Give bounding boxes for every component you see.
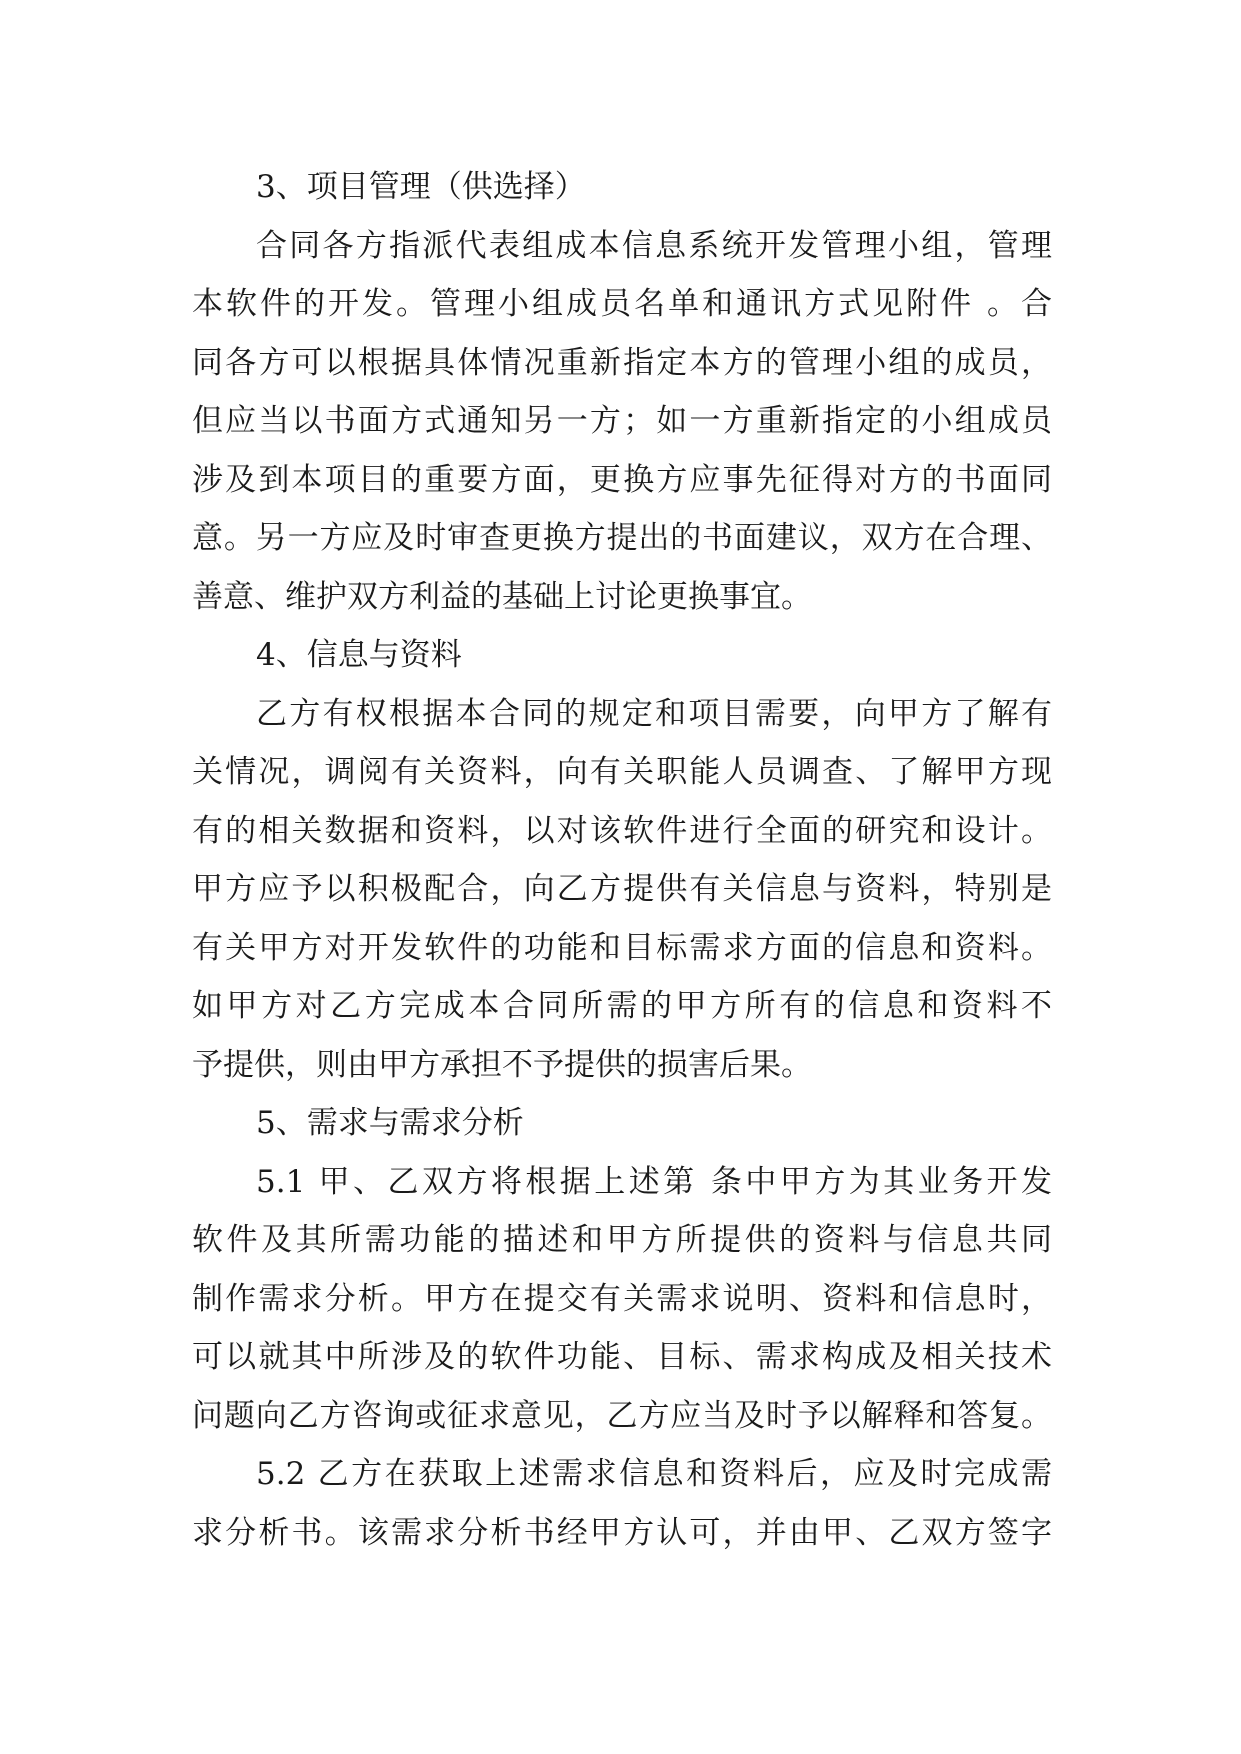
section-heading-information: 4、信息与资料 [256, 637, 462, 673]
paragraph-line: 同各方可以根据具体情况重新指定本方的管理小组的成员， [192, 344, 1052, 381]
paragraph-line: 涉及到本项目的重要方面，更换方应事先征得对方的书面同 [192, 461, 1052, 498]
paragraph-line: 5.1 甲、乙双方将根据上述第 条中甲方为其业务开发 [256, 1163, 1052, 1200]
paragraph-line: 关情况，调阅有关资料，向有关职能人员调查、了解甲方现 [192, 754, 1052, 790]
contract-body [192, 158, 1052, 1562]
paragraph-line: 予提供，则由甲方承担不予提供的损害后果。 [192, 1046, 812, 1083]
paragraph-line: 5.2 乙方在获取上述需求信息和资料后，应及时完成需 [256, 1456, 1052, 1492]
paragraph-line: 软件及其所需功能的描述和甲方所提供的资料与信息共同 [192, 1222, 1052, 1258]
paragraph-line: 如甲方对乙方完成本合同所需的甲方所有的信息和资料不 [192, 988, 1052, 1024]
section-heading-project-management: 3、项目管理（供选择） [256, 169, 586, 205]
paragraph-line: 合同各方指派代表组成本信息系统开发管理小组，管理 [256, 227, 1052, 264]
paragraph-line: 有的相关数据和资料，以对该软件进行全面的研究和设计。 [192, 812, 1052, 849]
paragraph-line: 可以就其中所涉及的软件功能、目标、需求构成及相关技术 [192, 1339, 1052, 1375]
paragraph-line: 意。另一方应及时审查更换方提出的书面建议，双方在合理、 [192, 520, 1052, 556]
paragraph-line: 本软件的开发。管理小组成员名单和通讯方式见附件 。合 [192, 286, 1052, 322]
paragraph-line: 甲方应予以积极配合，向乙方提供有关信息与资料，特别是 [192, 871, 1052, 907]
paragraph-line: 但应当以书面方式通知另一方；如一方重新指定的小组成员 [192, 403, 1052, 439]
paragraph-line: 求分析书。该需求分析书经甲方认可，并由甲、乙双方签字 [192, 1514, 1052, 1551]
paragraph-line: 有关甲方对开发软件的功能和目标需求方面的信息和资料。 [192, 929, 1052, 966]
paragraph-line: 乙方有权根据本合同的规定和项目需要，向甲方了解有 [256, 695, 1052, 732]
paragraph-line: 善意、维护双方利益的基础上讨论更换事宜。 [192, 578, 812, 615]
section-heading-requirements: 5、需求与需求分析 [256, 1105, 524, 1141]
paragraph-line: 制作需求分析。甲方在提交有关需求说明、资料和信息时， [192, 1280, 1052, 1317]
paragraph-line: 问题向乙方咨询或征求意见，乙方应当及时予以解释和答复。 [192, 1397, 1052, 1434]
